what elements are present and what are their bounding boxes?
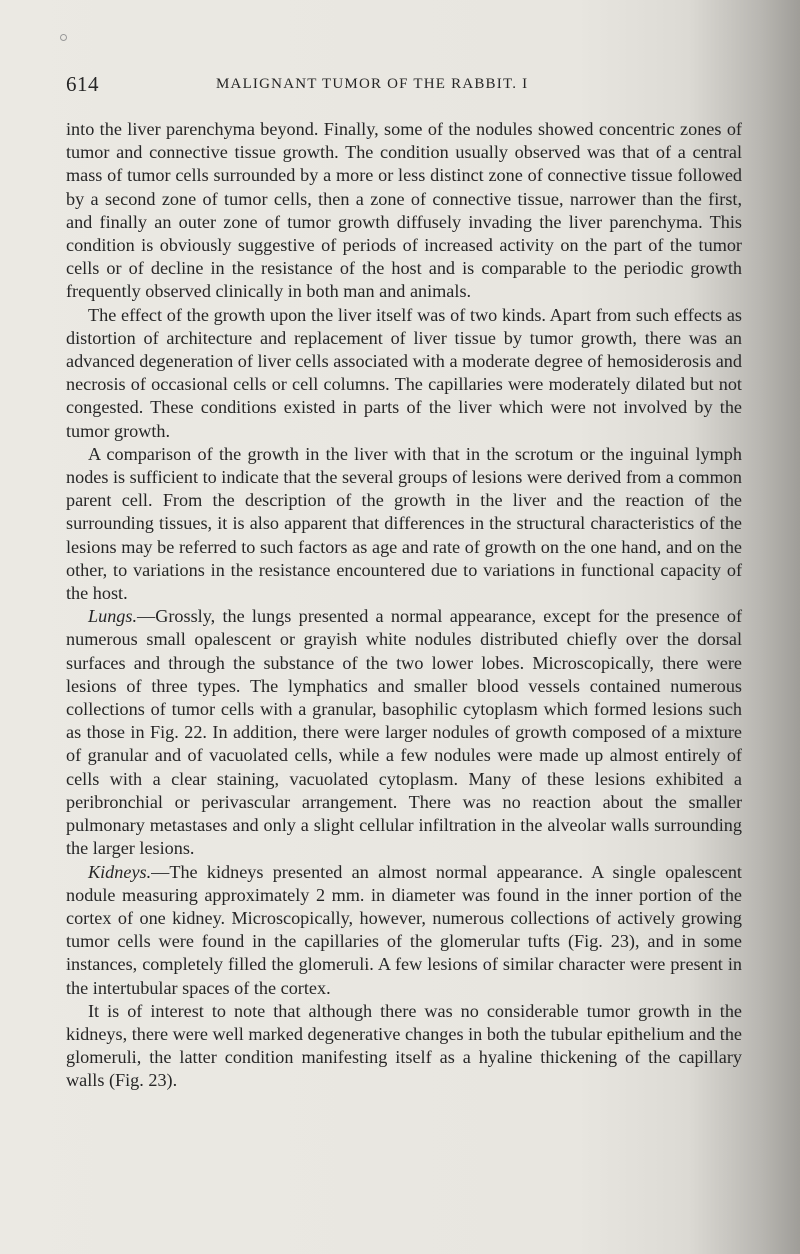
paragraph-kidneys [66,861,742,1000]
paragraph-text: —Grossly, the lungs presented a normal appearance, except for the presence of numerous small opalescent or grayish white nodules distributed chiefly over the dorsal surfaces and through the substance of the two lower lobes. Microscopically, there were lesions of three types. The lymphatics and smaller blood vessels contained numerous collections of tumor cells with a granular, basophilic cytoplasm which formed lesions such as those in Fig. 22. In addition, there were larger nodules of growth composed of a mixture of granular and of vacuolated cells, while a few nodules were made up almost entirely of cells with a clear staining, vacuolated cytoplasm. Many of these lesions exhibited a peribronchial or perivascular arrangement. There was no reaction about the smaller pulmonary metastases and only a slight cellular infiltration in the alveolar walls surrounding the larger lesions. [66,606,742,859]
paragraph-text: into the liver parenchyma beyond. Finally, some of the nodules showed concentric zones of tumor and connective tissue growth. The condition usually observed was that of a central mass of tumor cells surrounded by a more or less distinct zone of connective tissue followed by a second zone of tumor cells, then a zone of connective tissue, narrower than the first, and finally an outer zone of tumor growth diffusely invading the liver parenchyma. This condition is obviously suggestive of periods of increased activity on the part of the tumor cells or of decline in the resistance of the host and is comparable to the periodic growth frequently observed clinically in both man and animals. [66,119,742,302]
section-subhead-kidneys: Kidneys. [88,861,152,882]
paragraph-liver-effects [66,304,742,443]
paragraph-kidney-degeneration [66,1000,742,1093]
paragraph-liver-zones [66,118,742,304]
running-head: MALIGNANT TUMOR OF THE RABBIT. I [216,76,529,92]
paragraph-lungs [66,605,742,860]
section-subhead-lungs: Lungs. [88,606,138,627]
paragraph-comparison [66,443,742,605]
paragraph-text: A comparison of the growth in the liver with that in the scrotum or the inguinal lymph nodes is sufficient to indicate that the several groups of lesions were derived from a common parent cell. From the description of the growth in the liver and the reaction of the surrounding tissues, it is also apparent that differences in the structural characteristics of the lesions may be referred to such factors as age and rate of growth on the one hand, and on the other, to variations in the resistance encountered due to variations in functional capacity of the host. [66,443,742,604]
body-text [66,118,742,1093]
page-mark [60,34,67,41]
paragraph-text: —The kidneys presented an almost normal appearance. A single opalescent nodule measuring approximately 2 mm. in diameter was found in the inner portion of the cortex of one kidney. Microscopically, however, numerous collections of actively growing tumor cells were found in the capillaries of the glomerular tufts (Fig. 23), and in some instances, completely filled the glomeruli. A few lesions of similar character were present in the intertubular spaces of the cortex. [66,861,742,998]
paragraph-text: The effect of the growth upon the liver itself was of two kinds. Apart from such effects as distortion of architecture and replacement of liver tissue by tumor growth, there was an advanced degeneration of liver cells associated with a moderate degree of hemosiderosis and necrosis of occasional cells or cell columns. The capillaries were moderately dilated but not congested. These conditions existed in parts of the liver which were not involved by the tumor growth. [66,304,742,441]
paragraph-text: It is of interest to note that although there was no considerable tumor growth in the kidneys, there were well marked degenerative changes in both the tubular epithelium and the glomeruli, the latter condition manifesting itself as a hyaline thickening of the capillary walls (Fig. 23). [66,1000,742,1091]
page-header [66,72,740,102]
page-number: 614 [66,72,99,96]
